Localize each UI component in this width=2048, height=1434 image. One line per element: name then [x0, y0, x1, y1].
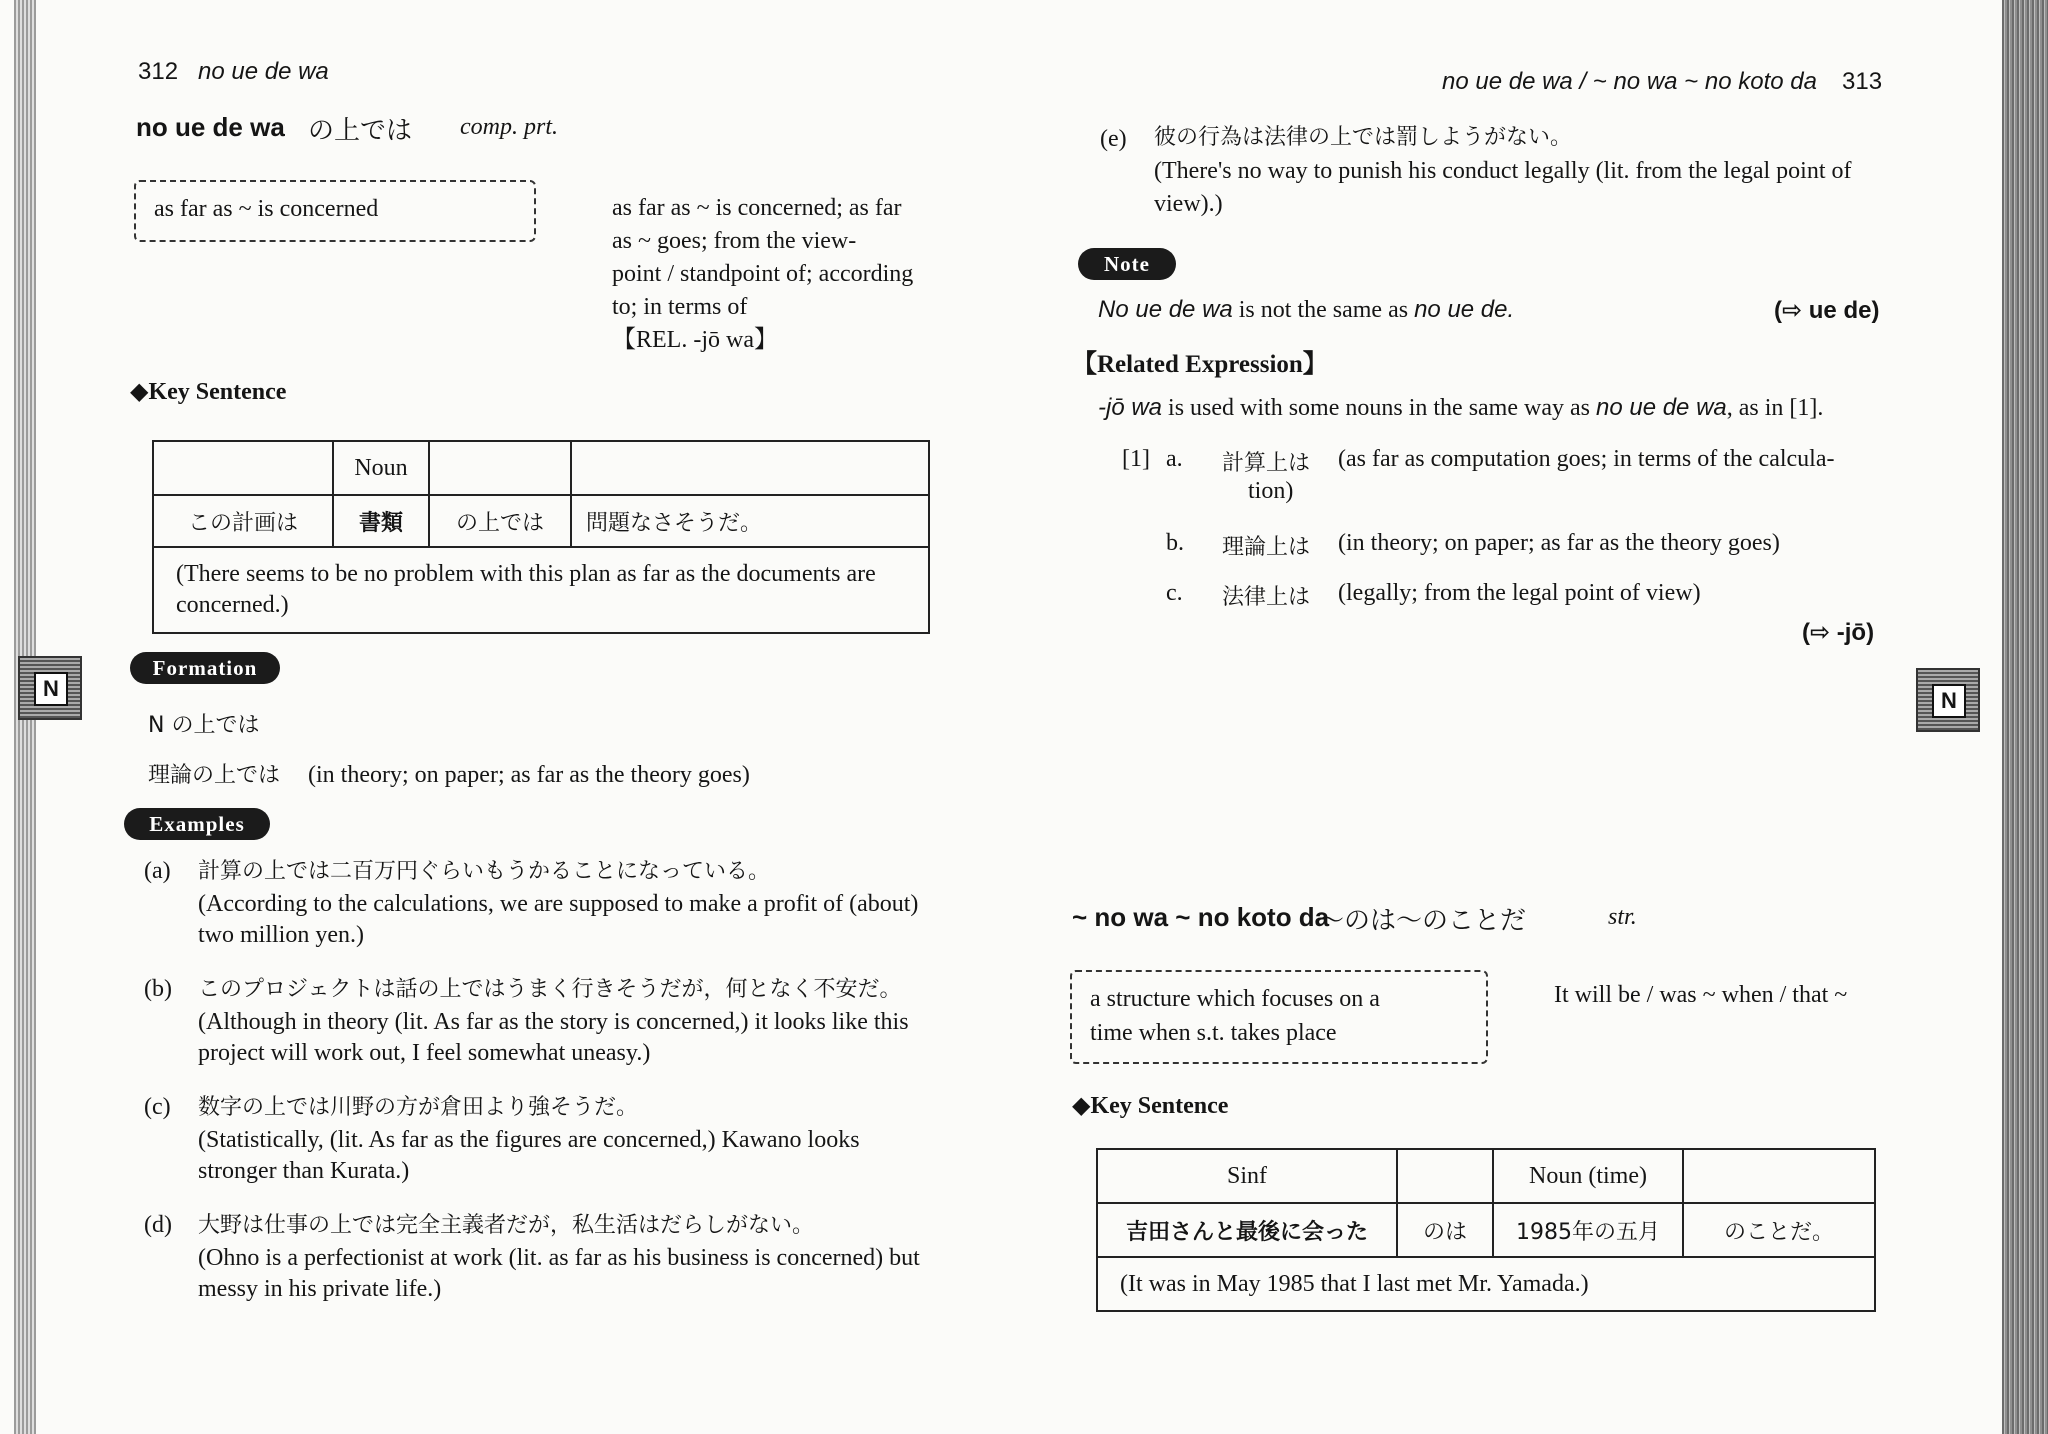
table-translation: (There seems to be no problem with this plan as far as the documents are concerned.): [153, 547, 929, 633]
scan-edge-right: [2002, 0, 2048, 1434]
definition-line: point / standpoint of; according: [612, 261, 914, 287]
example-d: [198, 1210, 938, 1305]
example-e: [1154, 122, 1884, 221]
right-page-number: 313: [1842, 68, 1883, 95]
example-a: [198, 856, 938, 951]
note-ref: (⇨ ue de): [1774, 297, 1880, 324]
related-end: , as in [1].: [1726, 395, 1824, 421]
side-tab-letter: N: [34, 672, 68, 706]
definition-line: as far as ~ is concerned; as far: [612, 195, 902, 221]
example-label: (d): [144, 1212, 172, 1238]
related-en-cont: tion): [1248, 478, 1294, 504]
note-term: No ue de wa: [1098, 296, 1233, 323]
table-translation: (It was in May 1985 that I last met Mr. Yamada.): [1097, 1257, 1875, 1311]
entry-japanese: の上では: [308, 116, 413, 146]
left-page-number: 312: [138, 58, 179, 85]
side-tab-right: [1916, 668, 1980, 732]
definition-line: as ~ goes; from the view-: [612, 228, 857, 254]
definition-2: It will be / was ~ when / that ~: [1554, 982, 1848, 1008]
table-cell: 書類: [333, 495, 429, 547]
entry-pos: comp. prt.: [460, 114, 558, 140]
note-label: Note: [1078, 248, 1176, 280]
meaning-box: [134, 180, 536, 242]
right-running-head: no ue de wa / ~ no wa ~ no koto da: [1442, 68, 1817, 95]
related-ref: (⇨ -jō): [1802, 619, 1875, 646]
table-cell: の上では: [429, 495, 571, 547]
related-num: [1]: [1122, 446, 1150, 472]
side-tab-left: [18, 656, 82, 720]
definition-line: to; in terms of: [612, 294, 748, 320]
example-label: (a): [144, 858, 171, 884]
example-jp: 数字の上では川野の方が倉田より強そうだ。: [198, 1095, 639, 1120]
key-sentence-heading: ◆Key Sentence: [130, 379, 287, 405]
table-cell: のは: [1397, 1203, 1493, 1257]
example-b: [198, 974, 938, 1069]
table-cell: のことだ。: [1683, 1203, 1875, 1257]
table-header-cell: Noun (time): [1493, 1149, 1683, 1203]
table-header-cell: [429, 441, 571, 495]
example-label: (e): [1100, 126, 1127, 152]
related-heading: 【Related Expression】: [1072, 351, 1328, 378]
related-letter: c.: [1166, 580, 1183, 606]
table-header-cell: Noun: [333, 441, 429, 495]
example-en: (Ohno is a perfectionist at work (lit. as far as his business is concerned) but messy in his private life.): [198, 1245, 920, 1302]
entry2-japanese: ～のは～のことだ: [1318, 906, 1527, 936]
example-c: [198, 1092, 938, 1187]
table-cell: 問題なさそうだ。: [571, 495, 929, 547]
example-label: (c): [144, 1094, 171, 1120]
note-mid: is not the same as: [1232, 297, 1415, 323]
related-letter: a.: [1166, 446, 1183, 472]
formation-label: Formation: [130, 652, 280, 684]
key-sentence-table: [152, 440, 930, 634]
related-en: (as far as computation goes; in terms of the calcula-: [1338, 446, 1835, 472]
left-running-head: no ue de wa: [198, 58, 329, 85]
table-header-cell: Sinf: [1097, 1149, 1397, 1203]
related-mid: is used with some nouns in the same way as: [1162, 395, 1596, 421]
example-en: (Statistically, (lit. As far as the figures are concerned,) Kawano looks stronger than Kurata.): [198, 1127, 860, 1184]
related-jp: 計算上は: [1222, 451, 1311, 476]
side-tab-letter: N: [1932, 684, 1966, 718]
table-header-cell: [153, 441, 333, 495]
related-jp: 理論上は: [1222, 535, 1311, 560]
key-sentence-heading-2: ◆Key Sentence: [1072, 1093, 1229, 1119]
related-jp: 法律上は: [1222, 585, 1311, 610]
example-jp: 大野は仕事の上では完全主義者だが，私生活はだらしがない。: [198, 1213, 815, 1238]
definition: [612, 192, 936, 357]
formation-example-en: (in theory; on paper; as far as the theory goes): [308, 762, 750, 788]
definition-line: 【REL. -jō wa】: [612, 327, 778, 353]
example-en: (Although in theory (lit. As far as the story is concerned,) it looks like this project will work out, I feel somewhat uneasy.): [198, 1009, 909, 1066]
example-en: (There's no way to punish his conduct legally (lit. from the legal point of view).): [1154, 158, 1852, 217]
meaning-box-line: a structure which focuses on a: [1090, 986, 1380, 1012]
example-jp: このプロジェクトは話の上ではうまく行きそうだが，何となく不安だ。: [198, 977, 902, 1002]
table-cell: この計画は: [153, 495, 333, 547]
formation-pattern: N の上では: [148, 713, 260, 738]
table-cell: 吉田さんと最後に会った: [1097, 1203, 1397, 1257]
table-header-cell: [1683, 1149, 1875, 1203]
entry2-pos: str.: [1608, 904, 1637, 930]
table-header-cell: [571, 441, 929, 495]
note-term2: no ue de.: [1414, 296, 1515, 323]
meaning-box-line: time when s.t. takes place: [1090, 1020, 1337, 1046]
formation-example-jp: 理論の上では: [148, 763, 281, 788]
related-term2: no ue de wa: [1595, 394, 1727, 421]
entry-romaji: no ue de wa: [136, 112, 285, 142]
related-letter: b.: [1166, 530, 1184, 556]
related-en: (legally; from the legal point of view): [1338, 580, 1701, 606]
related-intro: [1098, 394, 1823, 422]
note-text: [1098, 296, 1514, 324]
meaning-box-2: [1070, 970, 1488, 1064]
example-label: (b): [144, 976, 172, 1002]
example-jp: 計算の上では二百万円ぐらいもうかることになっている。: [198, 859, 771, 884]
entry2-romaji: ~ no wa ~ no koto da: [1072, 902, 1330, 932]
table-cell: 1985年の五月: [1493, 1203, 1683, 1257]
related-term: -jō wa: [1098, 394, 1163, 421]
meaning-box-text: as far as ~ is concerned: [154, 196, 379, 222]
example-jp: 彼の行為は法律の上では罰しようがない。: [1154, 125, 1573, 150]
related-en: (in theory; on paper; as far as the theory goes): [1338, 530, 1780, 556]
example-en: (According to the calculations, we are supposed to make a profit of (about) two million yen.): [198, 891, 919, 948]
key-sentence-table-2: [1096, 1148, 1876, 1312]
examples-label: Examples: [124, 808, 270, 840]
table-header-cell: [1397, 1149, 1493, 1203]
